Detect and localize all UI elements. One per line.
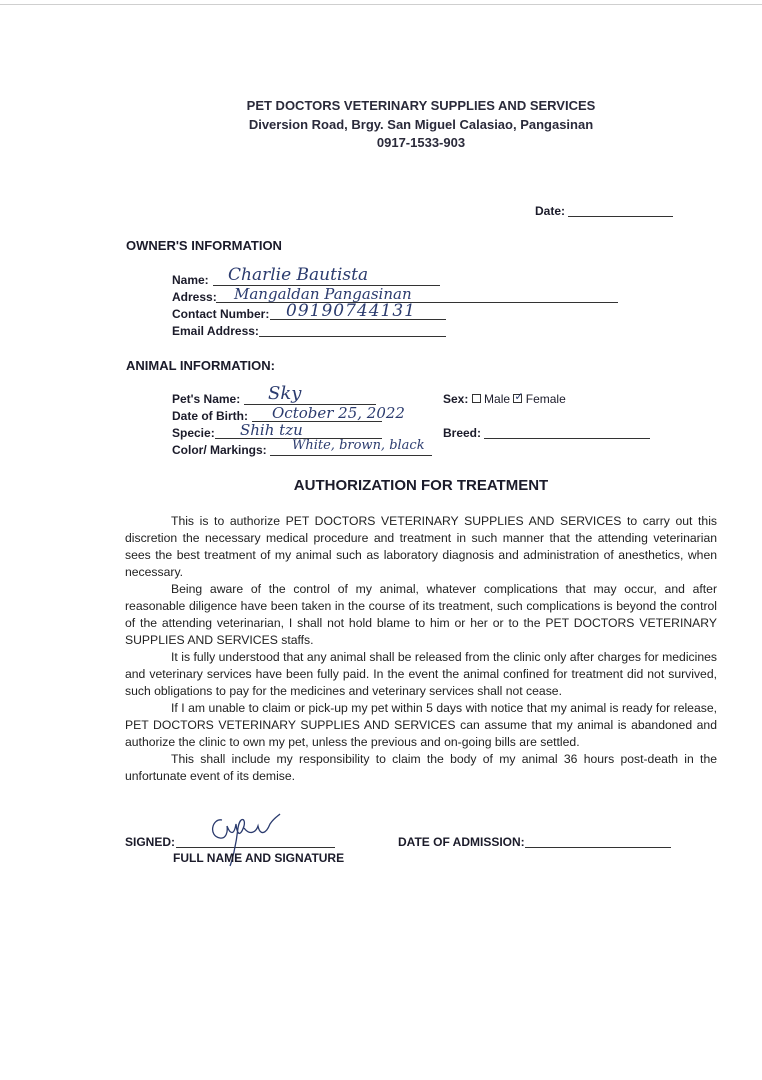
top-border-line: [0, 4, 762, 5]
animal-section-title: ANIMAL INFORMATION:: [126, 358, 275, 373]
sex-label: Sex:: [443, 392, 469, 406]
male-checkbox[interactable]: [472, 394, 481, 403]
authorization-paragraph-4: If I am unable to claim or pick-up my pet within 5 days with notice that my animal is ready for release, PET DOCTORS VETERINARY SUPPLIES AND SERVICES can assume that my animal is abandoned and authorize the clinic to own my pet, unless the previous and on-going bills are settled.: [125, 701, 717, 749]
dob-label: Date of Birth:: [172, 409, 248, 423]
date-of-admission-field[interactable]: [525, 847, 671, 848]
business-phone: 0917-1533-903: [376, 135, 466, 150]
owner-name-label: Name:: [172, 273, 209, 287]
checkmark-icon: ✓: [514, 391, 524, 403]
female-checkbox[interactable]: [513, 391, 524, 403]
authorization-paragraph-5: This shall include my responsibility to claim the body of my animal 36 hours post-death in the unfortunate event of its demise.: [125, 752, 717, 783]
pet-name-label: Pet's Name:: [172, 392, 241, 406]
dob-value: October 25, 2022: [272, 404, 405, 422]
signature-caption: FULL NAME AND SIGNATURE: [173, 851, 345, 865]
contact-number-value: 09190744131: [286, 301, 416, 321]
authorization-paragraph-1: This is to authorize PET DOCTORS VETERINARY SUPPLIES AND SERVICES to carry out this discretion the necessary medical procedure and treatment in such manner that the attending veterinarian sees the best treatment of my animal such as laboratory diagnosis and administration of anesthetics, when necessary.: [125, 514, 717, 579]
breed-field[interactable]: [484, 438, 650, 439]
color-markings-field[interactable]: [270, 455, 432, 456]
authorization-title: AUTHORIZATION FOR TREATMENT: [293, 477, 549, 494]
date-of-admission-label: DATE OF ADMISSION:: [398, 835, 525, 849]
owner-address-label: Adress:: [172, 290, 217, 304]
specie-label: Specie:: [172, 426, 215, 440]
business-address: Diversion Road, Brgy. San Miguel Calasiao, Pangasinan: [248, 117, 594, 132]
authorization-paragraph-2: Being aware of the control of my animal, whatever complications that may occur, and after reasonable diligence have been taken in the course of its treatment, such complications is beyond the control of the attending veterinarian, I shall not hold blame to him or her or to the PET DOCTORS VETERINARY SUPPLIES AND SERVICES staffs.: [125, 582, 717, 647]
date-field[interactable]: [568, 216, 673, 217]
owner-name-value: Charlie Bautista: [228, 265, 369, 285]
owner-address-value: Mangaldan Pangasinan: [234, 285, 412, 303]
signed-label: SIGNED:: [125, 835, 176, 849]
pet-name-value: Sky: [268, 383, 302, 404]
owner-section-title: OWNER'S INFORMATION: [126, 238, 282, 253]
contact-number-label: Contact Number:: [172, 307, 270, 321]
male-option-label: Male: [484, 392, 511, 406]
date-label: Date:: [535, 204, 566, 218]
breed-label: Breed:: [443, 426, 482, 440]
female-option-label: Female: [525, 392, 566, 406]
business-name: PET DOCTORS VETERINARY SUPPLIES AND SERVICES: [246, 98, 596, 113]
email-field[interactable]: [259, 336, 446, 337]
specie-value: Shih tzu: [240, 421, 303, 439]
email-label: Email Address:: [172, 324, 259, 338]
sex-group: [443, 392, 566, 406]
authorization-body: [125, 513, 717, 785]
color-markings-value: White, brown, black: [292, 438, 425, 453]
authorization-paragraph-3: It is fully understood that any animal shall be released from the clinic only after charges for medicines and veterinary services have been fully paid. In the event the animal confined for treatment did not survived, such obligations to pay for the medicines and veterinary services shall not cease.: [125, 650, 717, 698]
color-markings-label: Color/ Markings:: [172, 443, 267, 457]
